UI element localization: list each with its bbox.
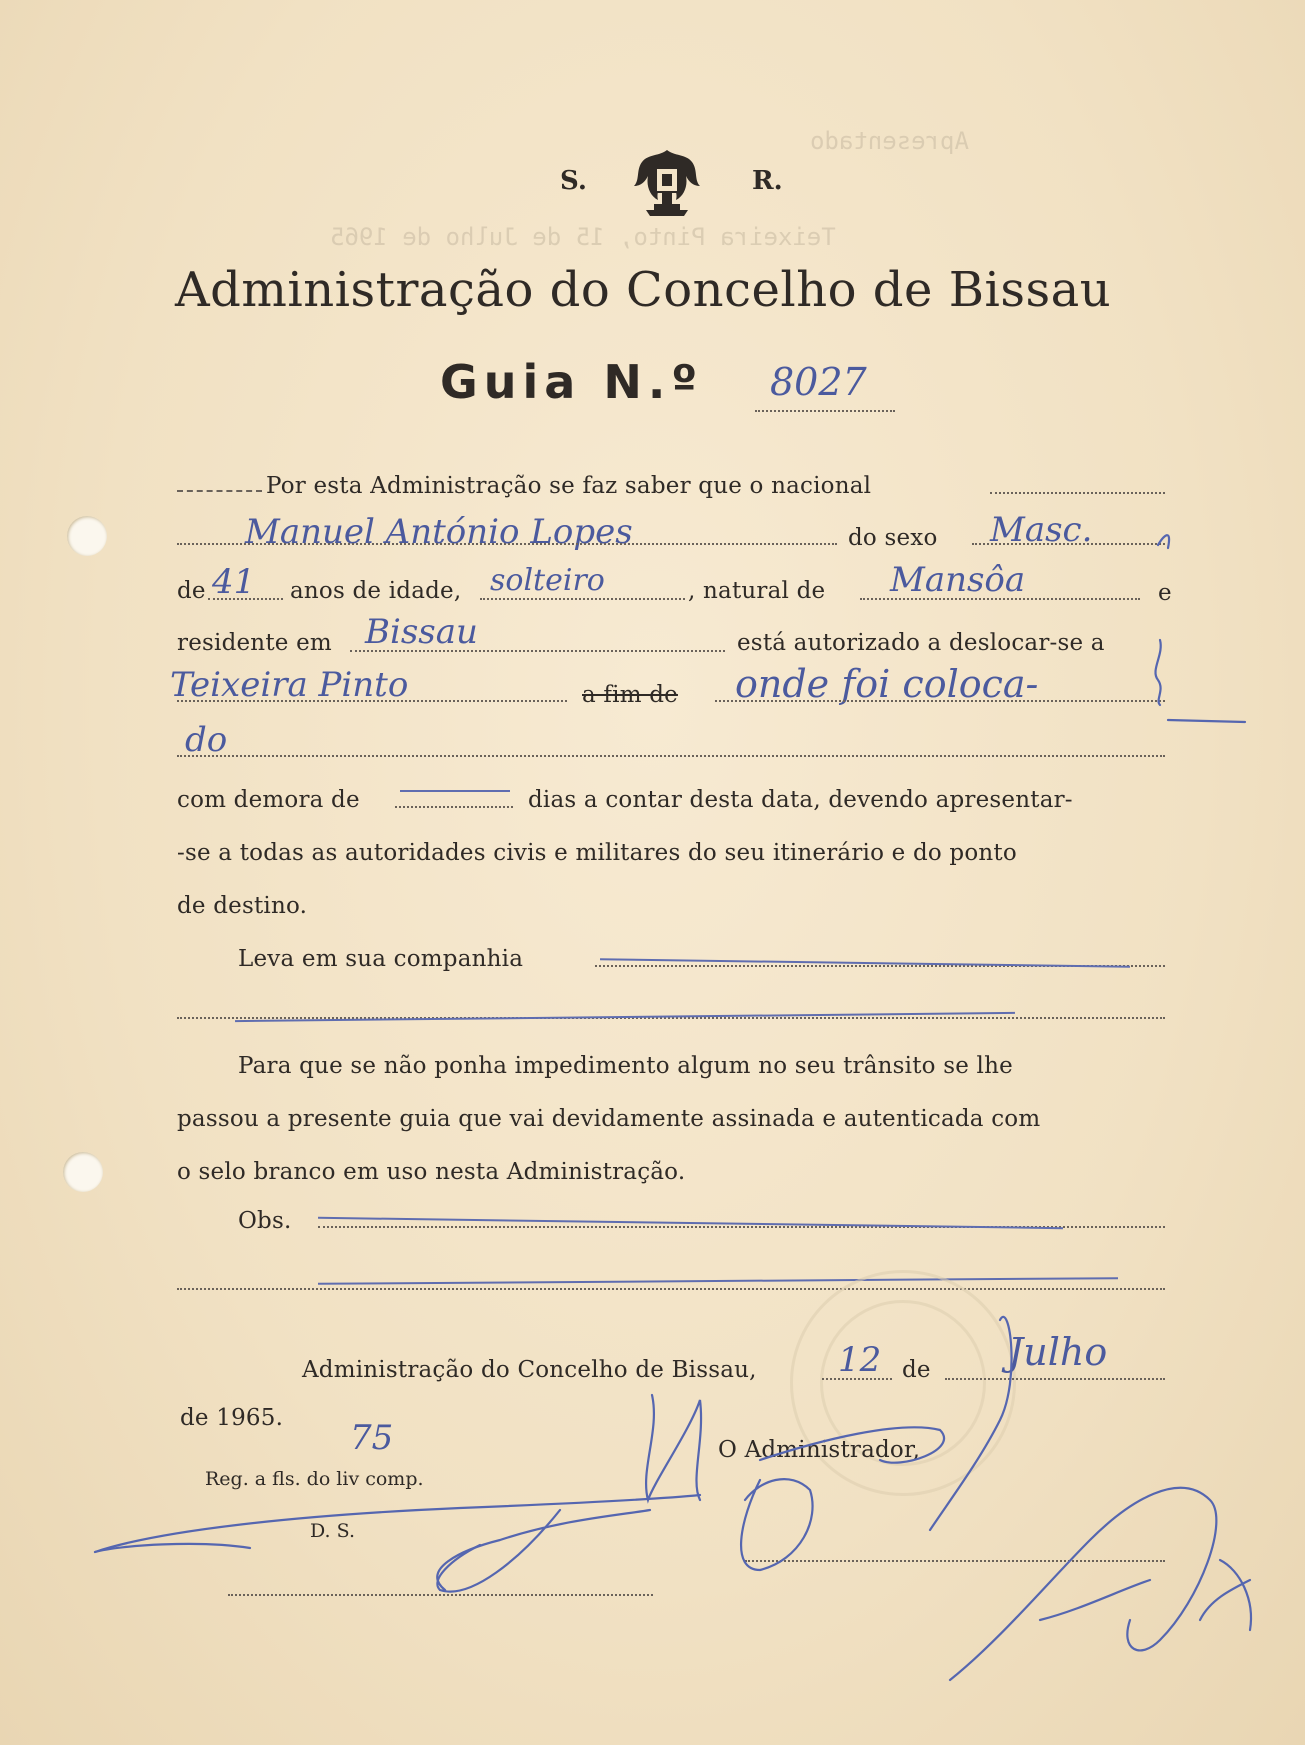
purpose-value: onde foi coloca-	[735, 662, 1039, 706]
destino-text: de destino.	[177, 893, 308, 919]
sex-label: do sexo	[848, 525, 938, 551]
age-value: 41	[212, 562, 256, 602]
authorized-label: está autorizado a deslocar-se a	[737, 630, 1105, 656]
page-title: Administração do Concelho de Bissau	[175, 262, 1112, 318]
ghost-stamp-line1: Apresentado	[810, 127, 969, 155]
destination-value: Teixeira Pinto	[170, 665, 409, 705]
marital-status-value: solteiro	[490, 563, 605, 598]
age-suffix: anos de idade,	[290, 578, 462, 604]
guide-number: 8027	[770, 360, 867, 404]
paragraph-line-1: Para que se não ponha impedimento algum no seu trânsito se lhe	[238, 1053, 1013, 1079]
demora-suffix: dias a contar desta data, devendo apresentar-	[528, 787, 1073, 813]
footer-de: de	[902, 1357, 931, 1383]
header-right-letter: R.	[752, 166, 783, 196]
intro-text: Por esta Administração se faz saber que o nacional	[266, 473, 872, 499]
residence-value: Bissau	[365, 612, 478, 652]
footer-place: Administração do Concelho de Bissau,	[302, 1357, 757, 1383]
paragraph-line-3: o selo branco em uso nesta Administração.	[177, 1159, 686, 1185]
natural-label: , natural de	[688, 578, 826, 604]
footer-month: Julho	[1008, 1330, 1108, 1374]
administrator-label: O Administrador,	[718, 1437, 921, 1463]
ds-label: D. S.	[310, 1520, 356, 1542]
age-prefix: de	[177, 578, 206, 604]
birthplace-value: Mansôa	[890, 560, 1026, 600]
e-letter: e	[1158, 580, 1172, 606]
purpose-continuation: do	[185, 720, 228, 760]
obs-label: Obs.	[238, 1208, 292, 1234]
footer-year: de 1965.	[180, 1405, 284, 1431]
sex-value: Masc.	[990, 510, 1093, 550]
companhia-label: Leva em sua companhia	[238, 946, 524, 972]
paragraph-line-2: passou a presente guia que vai devidamente assinada e autenticada com	[177, 1106, 1041, 1132]
name-value: Manuel António Lopes	[245, 512, 633, 552]
residence-label: residente em	[177, 630, 332, 656]
guide-label: Guia N.º	[440, 355, 704, 409]
demora-label: com demora de	[177, 787, 360, 813]
purpose-label: a fim de	[582, 682, 678, 708]
registration-number: 75	[350, 1418, 394, 1458]
ghost-stamp-line2: Teixeira Pinto, 15 de Julho de 1965	[330, 223, 836, 251]
header-left-letter: S.	[560, 166, 587, 196]
authorities-text: -se a todas as autoridades civis e militares do seu itinerário e do ponto	[177, 840, 1017, 866]
registration-label: Reg. a fls. do liv comp.	[205, 1468, 424, 1490]
footer-day: 12	[838, 1340, 882, 1380]
